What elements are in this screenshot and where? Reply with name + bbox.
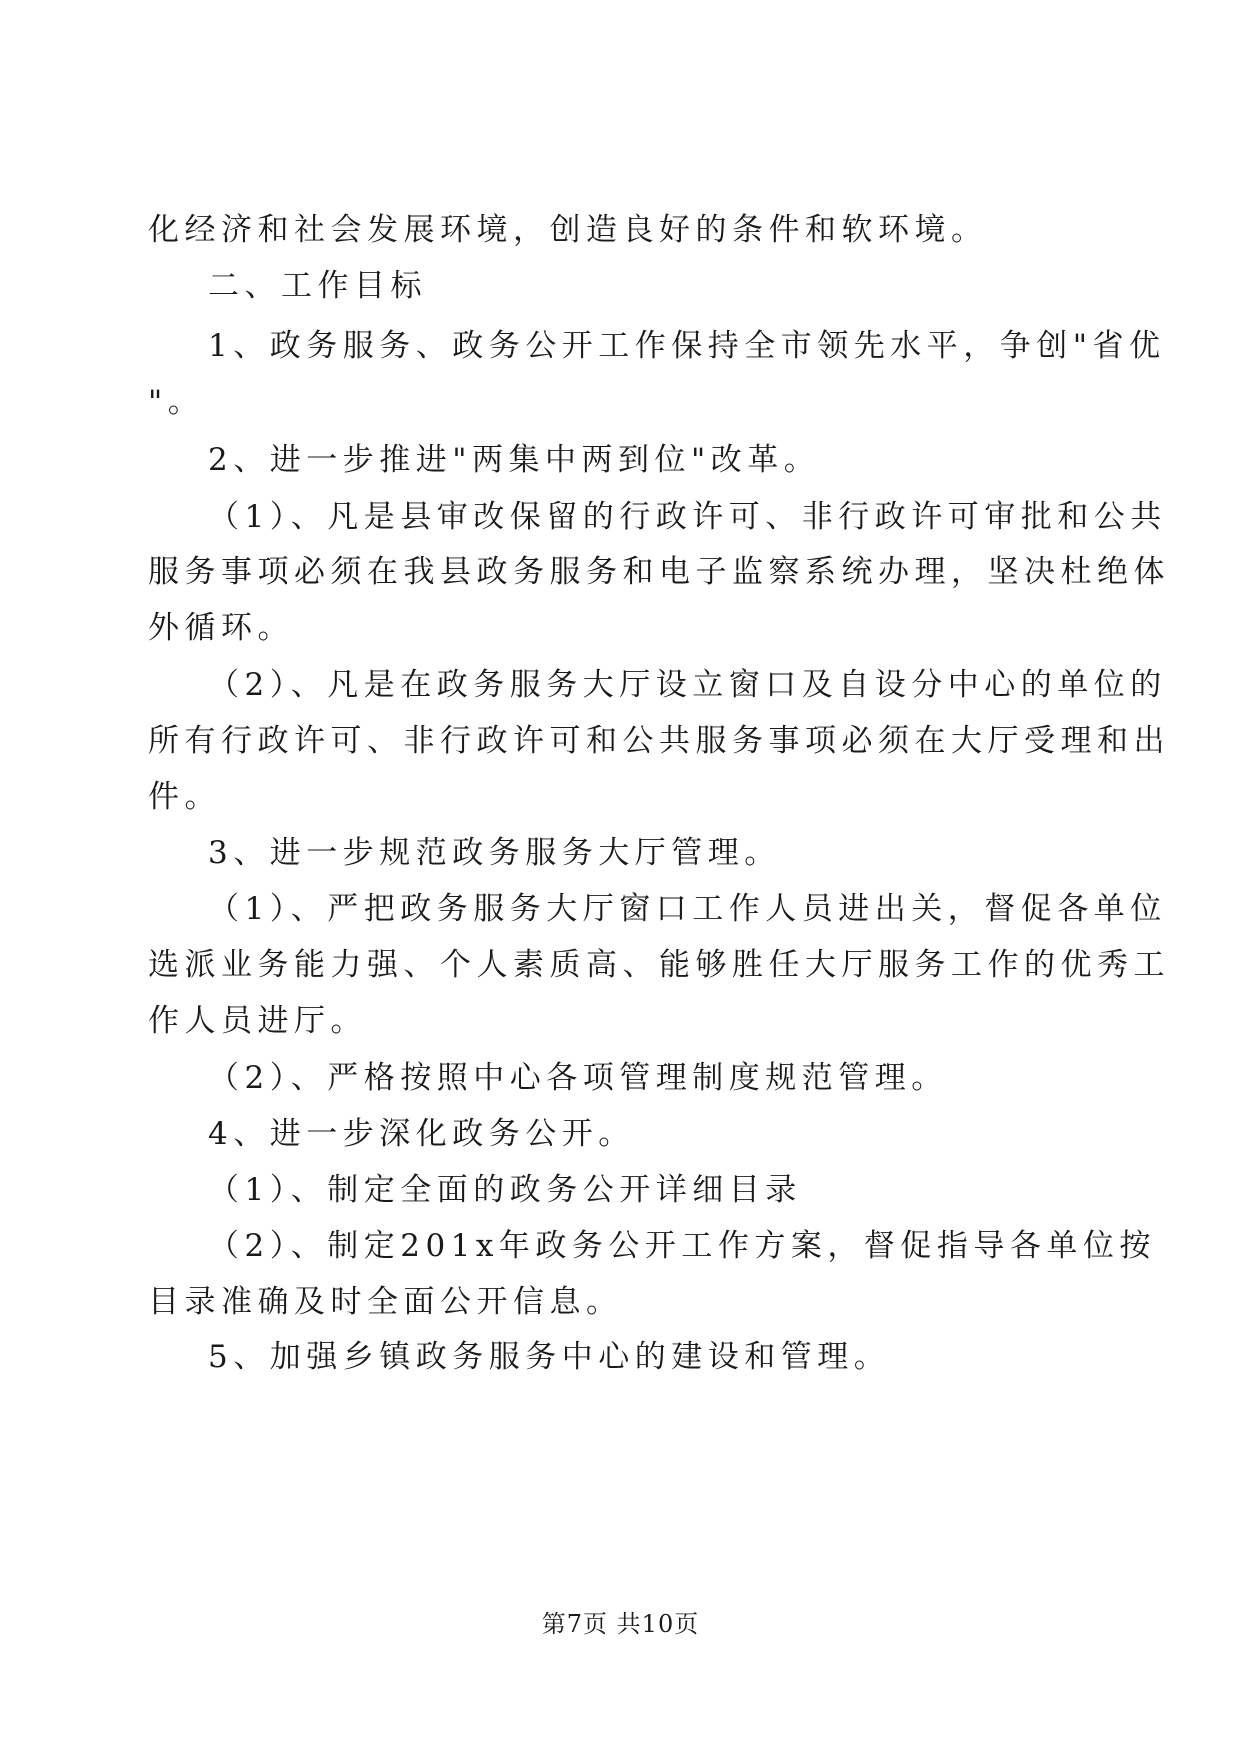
text-line-1: 化经济和社会发展环境，创造良好的条件和软环境。 (148, 212, 988, 248)
text-line-12: 3、进一步规范政务服务大厅管理。 (208, 835, 781, 871)
text-line-3: 1、政务服务、政务公开工作保持全市领先水平，争创"省优 (208, 328, 1166, 364)
text-line-21: 5、加强乡镇政务服务中心的建设和管理。 (208, 1339, 891, 1375)
text-line-11: 件。 (148, 779, 221, 815)
text-line-6: （1）、凡是县审改保留的行政许可、非行政许可审批和公共 (208, 499, 1167, 535)
section-heading-work-goals: 二、工作目标 (208, 268, 427, 304)
text-line-8: 外循环。 (148, 610, 294, 646)
text-line-20: 目录准确及时全面公开信息。 (148, 1284, 623, 1320)
text-line-13: （1）、严把政务服务大厅窗口工作人员进出关，督促各单位 (208, 891, 1167, 927)
text-line-9: （2）、凡是在政务服务大厅设立窗口及自设分中心的单位的 (208, 667, 1167, 703)
text-line-5: 2、进一步推进"两集中两到位"改革。 (208, 442, 821, 478)
page-number-footer: 第7页 共10页 (541, 1610, 700, 1638)
text-line-15: 作人员进厅。 (148, 1003, 367, 1039)
text-line-10: 所有行政许可、非行政许可和公共服务事项必须在大厅受理和出 (148, 723, 1170, 759)
text-line-14: 选派业务能力强、个人素质高、能够胜任大厅服务工作的优秀工 (148, 947, 1170, 983)
text-line-7: 服务事项必须在我县政务服务和电子监察系统办理，坚决杜绝体 (148, 554, 1170, 590)
text-line-18: （1）、制定全面的政务公开详细目录 (208, 1172, 802, 1208)
text-line-17: 4、进一步深化政务公开。 (208, 1116, 635, 1152)
text-line-19: （2）、制定201x年政务公开工作方案，督促指导各单位按 (208, 1228, 1156, 1264)
text-line-16: （2）、严格按照中心各项管理制度规范管理。 (208, 1060, 948, 1096)
text-line-4: "。 (148, 384, 205, 420)
